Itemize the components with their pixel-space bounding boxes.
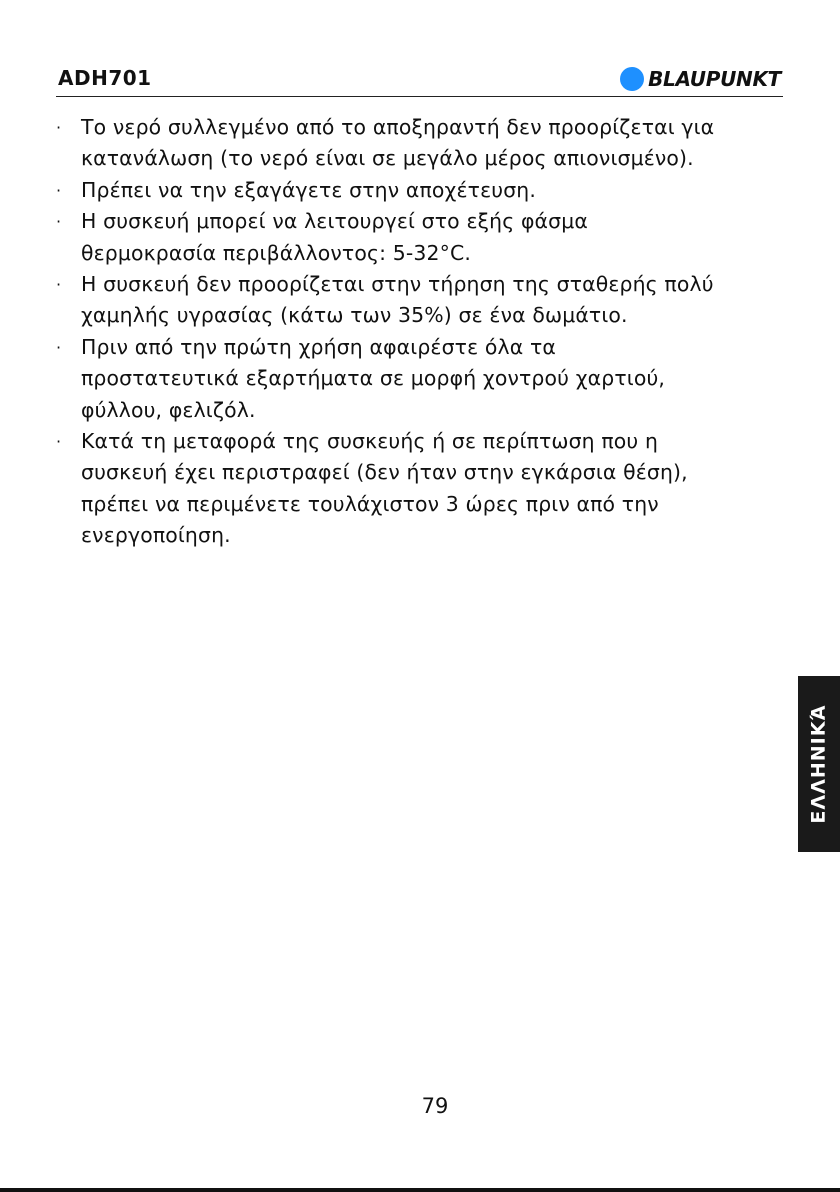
line: Η συσκευή μπορεί να λειτουργεί στο εξής φάσμα (81, 209, 588, 234)
bullet-item-transport (54, 426, 786, 552)
line: χαμηλής υγρασίας (κάτω των 35%) σε ένα δωμάτιο. (81, 303, 628, 328)
line: προστατευτικά εξαρτήματα σε μορφή χοντρού χαρτιού, (81, 366, 666, 391)
brand-logo (620, 66, 781, 92)
model-name: ADH701 (58, 66, 152, 90)
bullet-list (54, 112, 786, 552)
line: Πρέπει να την εξαγάγετε στην αποχέτευση. (81, 177, 536, 202)
line: ενεργοποίηση. (81, 523, 231, 548)
bullet-icon: · (56, 180, 62, 200)
bullet-item-humidity (54, 269, 786, 332)
line: πρέπει να περιμένετε τουλάχιστον 3 ώρες πριν από την (81, 491, 659, 516)
line: κατανάλωση (το νερό είναι σε μεγάλο μέρος απιονισμένο). (81, 146, 694, 171)
line: συσκευή έχει περιστραφεί (δεν ήταν στην εγκάρσια θέση), (81, 460, 688, 485)
page-header (56, 56, 783, 97)
line: Το νερό συλλεγμένο από το αποξηραντή δεν προορίζεται για (81, 115, 715, 139)
bullet-icon: · (56, 432, 62, 452)
line: Η συσκευή δεν προορίζεται στην τήρηση της σταθερής πολύ (81, 272, 714, 297)
line: Πριν από την πρώτη χρήση αφαιρέστε όλα τα (81, 334, 556, 359)
brand-dot-icon (620, 67, 644, 91)
line: φύλλου, φελιζόλ. (81, 397, 256, 422)
bullet-item-packaging (54, 332, 786, 426)
bullet-icon: · (56, 275, 62, 295)
bullet-icon: · (56, 118, 62, 137)
bottom-rule (0, 1188, 840, 1192)
page-number: 79 (421, 1094, 449, 1118)
line: Κατά τη μεταφορά της συσκευής ή σε περίπτωση που η (81, 429, 659, 454)
bullet-item-temperature-range (54, 206, 786, 269)
bullet-icon: · (56, 212, 62, 232)
language-tab (798, 676, 840, 852)
line: θερμοκρασία περιβάλλοντος: 5-32°C. (81, 240, 471, 265)
bullet-item-drainage (54, 175, 786, 206)
brand-name: BLAUPUNKT (648, 67, 781, 91)
bullet-icon: · (56, 337, 62, 357)
language-tab-label: ΕΛΛΗΝΙΚΆ (808, 704, 831, 824)
bullet-item-water-usage (54, 112, 786, 175)
